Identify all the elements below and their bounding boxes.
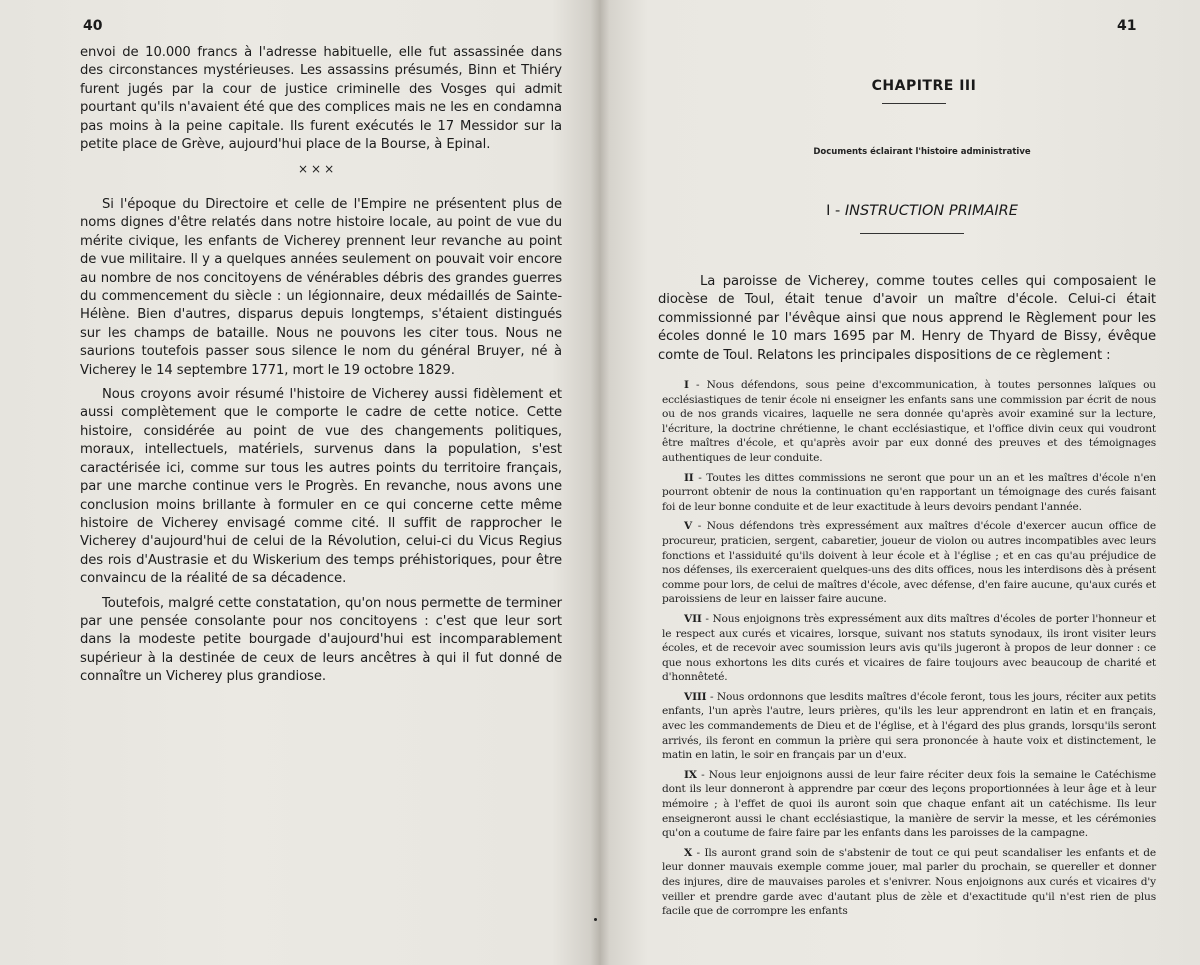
article-number: V (684, 520, 693, 533)
paragraph: Nous croyons avoir résumé l'histoire de Vicherey aussi fidèlement et aussi complètement que le comporte le cadre de cette notice. Cette histoire, considérée au point de vue des changements politiques, moraux, intellectuels, matériels, survenus dans la population, s'est caractérisée ici, comme sur tous les autres points du territoire français, par une marche continue vers le Progrès. En revanche, nous avons une conclusion moins brillante à formuler en ce qui concerne cette même histoire de Vicherey envisagé comme cité. Il suffit de rapprocher le Vicherey d'aujourd'hui de celui de la Révolution, celui-ci du Vicus Regius des rois d'Austrasie et du Wiskerium des temps préhistoriques, pour être convaincu de la réalité de sa décadence. (80, 387, 562, 587)
article-text: Nous ordonnons que lesdits maîtres d'école feront, tous les jours, réciter aux petits enfants, l'un après l'autre, leurs prières, qu'ils les leur apprendront en latin et en français, avec les commandements de Dieu et de l'église, et à l'égard des plus grands, lorsqu'ils seront arrivés, ils feront en commun la prière qui sera prononcée à haute voix et distinctement, le matin en latin, le soir en français par un d'eux. (662, 690, 1156, 762)
article-text: Nous défendons, sous peine d'excommunication, à toutes personnes laïques ou ecclésiastiques de tenir école ni enseigner les enfants sans une commission par écrit de nous ou de nos grands vicaires, laquelle ne sera donnée qu'après avoir examiné sur la lecture, l'écriture, la doctrine chrétienne, le chant ecclésiastique, et l'office divin ceux qui voudront être maîtres d'école, et qu'après avoir par eux donné des preuves et des témoignages authentiques de leur conduite. (662, 379, 1156, 464)
intro-paragraph (658, 273, 1156, 365)
chapter-heading: CHAPITRE III (871, 78, 977, 94)
article-text: Nous leur enjoignons aussi de leur faire réciter deux fois la semaine le Catéchisme dont ils leur donneront à apprendre par cœur des leçons proportionnées à leur âge et à leur mémoire ; à l'effet de quoi ils auront soin que chaque enfant ait un catéchisme. Ils leur enseigneront aussi le chant ecclésiastique, la manière de servir la messe, et les cérémonies qu'on a coutume de faire faire par les enfants dans les paroisses de la campagne. (662, 768, 1156, 840)
section-number: I - (826, 203, 841, 219)
regulation-articles (662, 378, 1156, 924)
section-rule (860, 233, 964, 234)
chapter-subtitle: Documents éclairant l'histoire administrative (813, 147, 1031, 157)
article: X - Ils auront grand soin de s'abstenir de tout ce qui peut scandaliser les enfants et de leur donner mauvais exemple comme jouer, mal parler du prochain, se quereller et donner des injures, dire de mauvaises paroles et s'enivrer. Nous enjoignons aux curés et vicaires d'y veiller et prendre garde avec d'autant plus de zèle et d'exactitude qu'il n'est rien de plus facile que de corrompre les enfants (662, 846, 1156, 918)
article: VII - Nous enjoignons très expressément aux dits maîtres d'écoles de porter l'honneur et le respect aux curés et vicaires, lorsque, suivant nos statuts synodaux, ils iront visiter leurs écoles, et de recevoir avec soumission leurs avis qu'ils jugeront à propos de leur donner : ce que nous exhortons les dits curés et vicaires de faire toujours avec beaucoup de charité et d'honnêteté. (662, 612, 1156, 684)
chapter-rule (882, 103, 946, 104)
section-heading (732, 203, 1112, 219)
article-text: Toutes les dittes commissions ne seront que pour un an et les maîtres d'école n'en pourront obtenir de nous la continuation qu'en rapportant un témoignage des curés faisant foi de leur bonne conduite et de leur exactitude à leurs devoirs pendant l'année. (662, 471, 1156, 513)
article-text: Ils auront grand soin de s'abstenir de tout ce qui peut scandaliser les enfants et de leur donner mauvais exemple comme jouer, mal parler du prochain, se quereller et donner des injures, dire de mauvaises paroles et s'enivrer. Nous enjoignons aux curés et vicaires d'y veiller et prendre garde avec d'autant plus de zèle et d'exactitude qu'il n'est rien de plus facile que de corrompre les enfants (662, 846, 1156, 918)
section-separator: ××× (298, 162, 338, 176)
paragraph: envoi de 10.000 francs à l'adresse habituelle, elle fut assassinée dans des circonstances mystérieuses. Les assassins présumés, Binn et Thiéry furent jugés par la cour de justice criminelle des Vosges qui admit pourtant qu'ils n'avaient été que des complices mais ne les en condamna pas moins à la peine capitale. Ils furent exécutés le 17 Messidor sur la petite place de Grève, aujourd'hui place de la Bourse, à Epinal. (80, 45, 562, 153)
article-number: IX (684, 768, 697, 781)
right-page (602, 0, 1200, 965)
section-title: INSTRUCTION PRIMAIRE (844, 203, 1018, 219)
article: VIII - Nous ordonnons que lesdits maîtres d'école feront, tous les jours, réciter aux petits enfants, l'un après l'autre, leurs prières, qu'ils les leur apprendront en latin et en français, avec les commandements de Dieu et de l'église, et à l'égard des plus grands, lorsqu'ils seront arrivés, ils feront en commun la prière qui sera prononcée à haute voix et distinctement, le matin en latin, le soir en français par un d'eux. (662, 690, 1156, 762)
page-number: 40 (83, 18, 103, 34)
article-text: Nous défendons très expressément aux maîtres d'école d'exercer aucun office de procureur, praticien, sergent, cabaretier, joueur de violon ou autres incompatibles avec leurs fonctions et l'assiduité qu'ils doivent à leur école et à l'église ; et en cas qu'au préjudice de nos défenses, ils exerceraient quelques-uns des dits offices, nous les interdisons dès à présent comme pour lors, de celui de maîtres d'école, avec défense, d'en faire aucune, qu'aux curés et paroissiens de leur en laisser faire aucune. (662, 520, 1156, 606)
left-page (0, 0, 598, 965)
paragraph-block-main (80, 196, 562, 693)
article-number: VII (684, 612, 702, 625)
article-number: VIII (684, 690, 707, 703)
binding-stitch-mark (594, 918, 597, 921)
paragraph-block-top (80, 44, 562, 160)
article: V - Nous défendons très expressément aux maîtres d'école d'exercer aucun office de procureur, praticien, sergent, cabaretier, joueur de violon ou autres incompatibles avec leurs fonctions et l'assiduité qu'ils doivent à leur école et à l'église ; et en cas qu'au préjudice de nos défenses, ils exerceraient quelques-uns des dits offices, nous les interdisons dès à présent comme pour lors, de celui de maîtres d'école, avec défense, d'en faire aucune, qu'aux curés et paroissiens de leur en laisser faire aucune. (662, 520, 1156, 606)
paragraph: Si l'époque du Directoire et celle de l'Empire ne présentent plus de noms dignes d'être relatés dans notre histoire locale, au point de vue du mérite civique, les enfants de Vicherey prennent leur revanche au point de vue militaire. Il y a quelques années seulement on pouvait voir encore au nombre de nos concitoyens de vénérables débris des grandes guerres du commencement du siècle : un légionnaire, deux médaillés de Sainte-Hélène. Bien d'autres, disparus depuis longtemps, s'étaient distingués sur les champs de bataille. Nous ne pouvons les citer tous. Nous ne saurions toutefois passer sous silence le nom du général Bruyer, né à Vicherey le 14 septembre 1771, mort le 19 octobre 1829. (80, 197, 562, 378)
article-number: II (684, 471, 694, 484)
article: IX - Nous leur enjoignons aussi de leur faire réciter deux fois la semaine le Catéchisme dont ils leur donneront à apprendre par cœur des leçons proportionnées à leur âge et à leur mémoire ; à l'effet de quoi ils auront soin que chaque enfant ait un catéchisme. Ils leur enseigneront aussi le chant ecclésiastique, la manière de servir la messe, et les cérémonies qu'on a coutume de faire faire par les enfants dans les paroisses de la campagne. (662, 768, 1156, 840)
article: I - Nous défendons, sous peine d'excommunication, à toutes personnes laïques ou ecclésiastiques de tenir école ni enseigner les enfants sans une commission par écrit de nous ou de nos grands vicaires, laquelle ne sera donnée qu'après avoir examiné sur la lecture, l'écriture, la doctrine chrétienne, le chant ecclésiastique, et l'office divin ceux qui voudront être maîtres d'école, et qu'après avoir par eux donné des preuves et des témoignages authentiques de leur conduite. (662, 379, 1156, 464)
paragraph: La paroisse de Vicherey, comme toutes celles qui composaient le diocèse de Toul, était tenue d'avoir un maître d'école. Celui-ci était commissionné par l'évêque ainsi que nous apprend le Règlement pour les écoles donné le 10 mars 1695 par M. Henry de Thyard de Bissy, évêque comte de Toul. Relatons les principales dispositions de ce règlement : (658, 274, 1156, 363)
article-number: I (684, 379, 689, 391)
paragraph: Toutefois, malgré cette constatation, qu'on nous permette de terminer par une pensée consolante pour nos concitoyens : c'est que leur sort dans la modeste petite bourgade d'aujourd'hui est incomparablement supérieur à la destinée de ceux de leurs ancêtres à qui il fut donné de connaître un Vicherey plus grandiose. (80, 595, 562, 685)
article: II - Toutes les dittes commissions ne seront que pour un an et les maîtres d'école n'en pourront obtenir de nous la continuation qu'en rapportant un témoignage des curés faisant foi de leur bonne conduite et de leur exactitude à leurs devoirs pendant l'année. (662, 471, 1156, 513)
article-text: Nous enjoignons très expressément aux dits maîtres d'écoles de porter l'honneur et le respect aux curés et vicaires, lorsque, suivant nos statuts synodaux, ils iront visiter leurs écoles, et de recevoir avec soumission leurs avis qu'ils jugeront à propos de leur donner : ce que nous exhortons les dits curés et vicaires de faire toujours avec beaucoup de charité et d'honnêteté. (662, 612, 1156, 684)
page-number: 41 (1117, 18, 1137, 34)
article-number: X (684, 846, 693, 859)
